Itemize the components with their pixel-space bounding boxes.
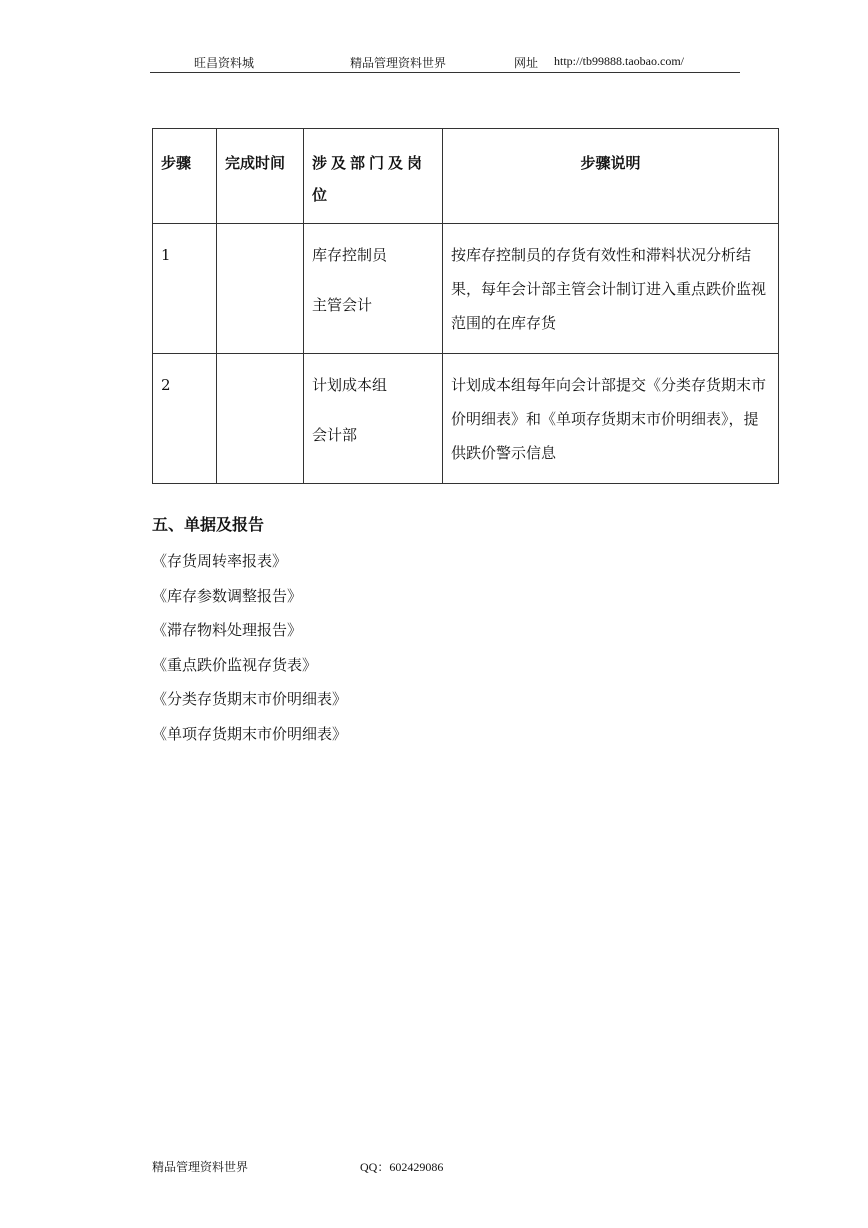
step-number-cell: 1 <box>153 224 217 354</box>
completion-time-cell <box>217 354 304 484</box>
department-cell <box>304 354 443 484</box>
table-row <box>153 354 779 484</box>
column-header-step: 步骤 <box>153 129 217 224</box>
step-number-cell: 2 <box>153 354 217 484</box>
header-url-link[interactable]: http://tb99888.taobao.com/ <box>554 54 684 68</box>
page-footer <box>152 1158 712 1178</box>
completion-time-cell <box>217 224 304 354</box>
column-header-description: 步骤说明 <box>443 129 779 224</box>
section-title: 五、单据及报告 <box>152 515 265 534</box>
list-item: 《滞存物料处理报告》 <box>152 621 303 639</box>
header-site-name: 精品管理资料世界 <box>350 56 447 70</box>
list-item: 《分类存货期末市价明细表》 <box>152 690 348 708</box>
documents-reports-section <box>152 512 752 751</box>
column-header-department: 涉及部门及岗位 <box>304 129 443 224</box>
department-line: 会计部 <box>312 426 358 444</box>
step-description-cell: 计划成本组每年向会计部提交《分类存货期末市价明细表》和《单项存货期末市价明细表》，提供跌价警示信息 <box>443 354 779 484</box>
department-line: 库存控制员 <box>312 246 388 264</box>
step-description-cell: 按库存控制员的存货有效性和滞料状况分析结果，每年会计部主管会计制订进入重点跌价监视范围的在库存货 <box>443 224 779 354</box>
footer-site-name: 精品管理资料世界 <box>152 1160 249 1174</box>
page-header <box>150 52 740 73</box>
department-line: 主管会计 <box>312 296 373 314</box>
list-item: 《单项存货期末市价明细表》 <box>152 724 348 743</box>
list-item: 《库存参数调整报告》 <box>152 586 303 605</box>
footer-qq-contact: QQ：602429086 <box>360 1160 444 1174</box>
report-list <box>152 544 752 751</box>
list-item: 《重点跌价监视存货表》 <box>152 655 318 674</box>
header-shop-name: 旺昌资料城 <box>194 56 255 70</box>
column-header-time: 完成时间 <box>217 129 304 224</box>
procedure-steps-table <box>152 128 779 484</box>
list-item: 《存货周转率报表》 <box>152 552 288 570</box>
department-cell <box>304 224 443 354</box>
header-url-label: 网址 <box>514 56 539 70</box>
table-header-row <box>153 129 779 224</box>
department-line: 计划成本组 <box>312 376 388 394</box>
table-row <box>153 224 779 354</box>
